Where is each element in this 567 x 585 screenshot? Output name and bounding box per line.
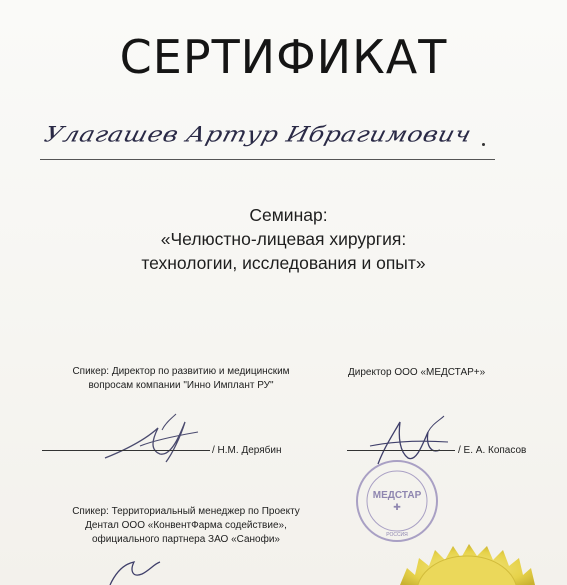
speaker1-role-line1: Спикер: Директор по развитию и медицинским	[72, 366, 290, 377]
director-signature-name: / Е. А. Копасов	[458, 445, 527, 456]
speaker1-role-line2: вопросам компании "Инно Имплант РУ"	[88, 380, 274, 391]
name-underline	[40, 159, 495, 160]
seminar-topic-line1: «Челюстно-лицевая хирургия:	[160, 229, 407, 249]
director-signature	[370, 412, 460, 474]
recipient-name: Улагашев Артур Ибрагимович	[41, 122, 475, 147]
speaker2-role-line3: официального партнера ЗАО «Санофи»	[92, 534, 280, 545]
speaker1-signature	[100, 410, 210, 470]
speaker2-signature	[100, 560, 180, 585]
stamp-cross-icon: ✚	[393, 502, 401, 512]
gold-seal	[395, 540, 535, 585]
certificate-title: СЕРТИФИКАТ	[119, 30, 448, 84]
speaker1-role	[46, 365, 316, 393]
speaker2-role-line2: Дентал ООО «КонвентФарма содействие»,	[85, 520, 287, 531]
speaker1-signature-line	[42, 450, 210, 451]
seminar-block	[0, 203, 567, 275]
seminar-topic-line2: технологии, исследования и опыт»	[141, 253, 426, 273]
speaker2-role-line1: Спикер: Территориальный менеджер по Проекту	[72, 506, 300, 517]
speaker2-role	[46, 505, 326, 547]
stamp-center-text: МЕДСТАР	[372, 490, 422, 501]
stamp-bottom-text: РОССИЯ	[386, 532, 408, 538]
director-role: Директор ООО «МЕДСТАР+»	[348, 367, 486, 378]
seminar-label: Семинар:	[249, 205, 328, 225]
director-signature-line	[347, 450, 455, 451]
name-dot	[482, 143, 485, 146]
speaker1-signature-name: / Н.М. Дерябин	[212, 445, 282, 456]
